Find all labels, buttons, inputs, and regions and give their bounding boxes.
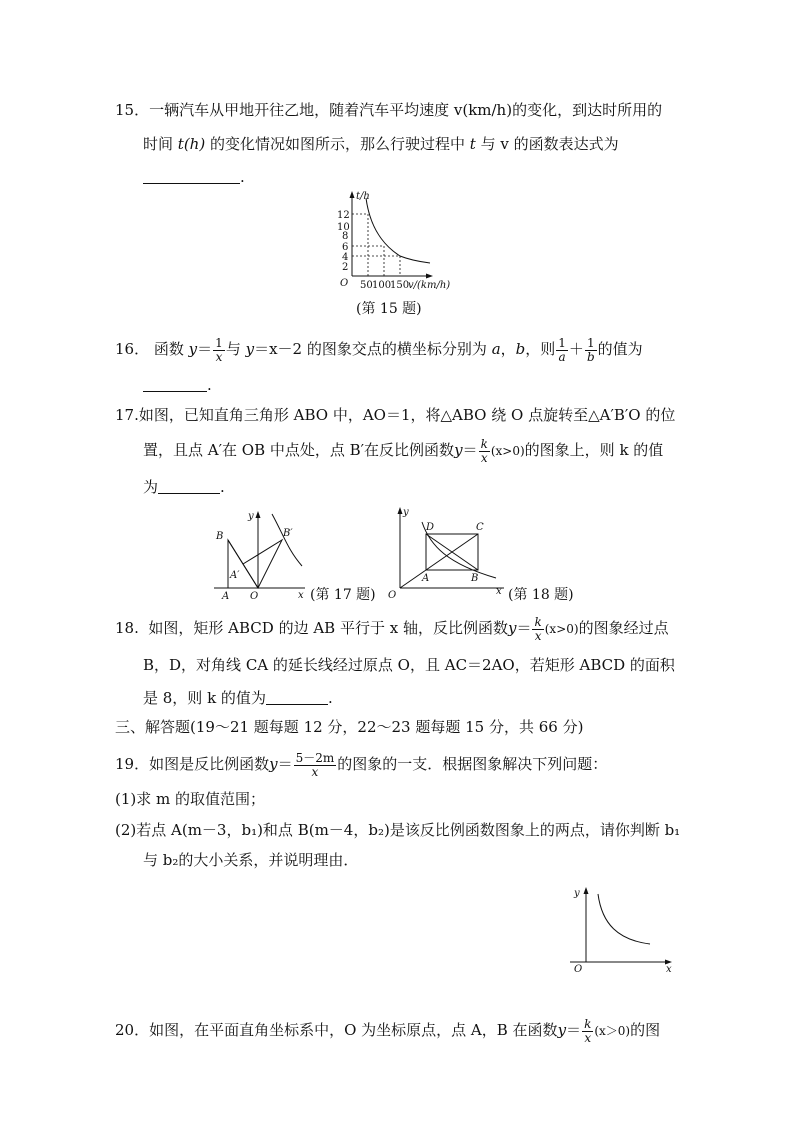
q18-answer-blank[interactable] — [266, 688, 328, 705]
q17-answer-blank[interactable] — [158, 477, 220, 494]
q15-caption: (第 15 题) — [356, 301, 422, 317]
q18-fraction-k-over-x: $\frac{k}{x}$ — [534, 614, 542, 643]
q15-ytick-12: 12 — [337, 210, 350, 221]
q19-graph — [568, 884, 678, 976]
q15-xtick-50: 50 — [360, 280, 373, 291]
q18-line1: 18. 如图，矩形 ABCD 的边 AB 平行于 x 轴，反比例函数y＝ $\frac{k}{x}$ (x>0)的图象经过点 — [115, 614, 669, 643]
svg-text:B: B — [216, 531, 224, 542]
q20-fraction-k-over-x: $\frac{k}{x}$ — [584, 1016, 592, 1045]
q18-figure — [386, 502, 512, 602]
q15-line1 — [115, 99, 662, 121]
svg-text:x: x — [496, 586, 502, 597]
q15-number: 15． — [115, 101, 150, 119]
q15-answer-blank[interactable] — [143, 167, 240, 184]
q15-x-label: v/(km/h) — [408, 280, 451, 291]
svg-text:A: A — [222, 591, 230, 602]
svg-text:C: C — [476, 522, 484, 533]
svg-text:y: y — [248, 511, 254, 522]
svg-text:O: O — [574, 964, 583, 975]
svg-text:O: O — [388, 590, 397, 601]
q15-line2: 时间 t(h) 的变化情况如图所示，那么行驶过程中 t 与 v 的函数表达式为 — [143, 135, 619, 153]
svg-text:D: D — [426, 522, 435, 533]
q18-caption: (第 18 题) — [508, 587, 574, 603]
q15-y-label: t/h — [356, 191, 370, 202]
svg-text:y: y — [403, 507, 409, 518]
q19-part1: (1)求 m 的取值范围； — [115, 790, 266, 808]
q15-ytick-6: 6 — [342, 242, 349, 253]
section3-heading: 三、解答题(19～21 题每题 12 分，22～23 题每题 15 分，共 66 分) — [115, 718, 584, 736]
q19-line1: 19．如图是反比例函数y＝ $\frac{5-2m}{x}$ 的图象的一支．根据图象解决下列问题： — [115, 750, 608, 779]
q15-ytick-10: 10 — [337, 222, 350, 233]
q17-fraction-k-over-x: $\frac{k}{x}$ — [480, 436, 488, 465]
q19-fraction: $\frac{5-2m}{x}$ — [295, 750, 335, 779]
q17-line2: 置，且点 A′在 OB 中点处，点 B′在反比例函数y＝ $\frac{k}{x}$ (x>0)的图象上，则 k 的值 — [143, 436, 664, 465]
q17-answer-line: 为 . — [143, 478, 225, 496]
q15-text-line1: 一辆汽车从甲地开往乙地，随着汽车平均速度 v(km/h)的变化，到达时所用的 — [149, 101, 663, 119]
q15-ytick-8: 8 — [342, 231, 349, 242]
q15-graph — [330, 188, 460, 293]
q17-line1: 17.如图，已知直角三角形 ABO 中，AO＝1，将△ABO 绕 O 点旋转至△A′B′O 的位 — [115, 406, 676, 424]
q20-line1: 20．如图，在平面直角坐标系中，O 为坐标原点，点 A，B 在函数y＝ $\frac{k}{x}$ (x＞0)的图 — [115, 1016, 661, 1045]
q19-part2-line1: (2)若点 A(m－3，b₁)和点 B(m－4，b₂)是该反比例函数图象上的两点，请你判断 b₁ — [115, 821, 681, 839]
q16-answer-blank[interactable] — [143, 375, 207, 392]
q16-answer-line: . — [143, 374, 212, 396]
q15-origin: O — [340, 278, 349, 289]
q18-diagonal-CA-extended — [400, 534, 478, 588]
svg-text:O: O — [250, 591, 259, 602]
q17-triangle-ApBpO — [243, 540, 282, 588]
q15-ytick-2: 2 — [342, 262, 349, 273]
q15-curve — [366, 198, 430, 263]
q17-curve — [272, 514, 302, 566]
q15-xtick-100: 100 — [372, 280, 392, 291]
svg-text:B′: B′ — [283, 528, 293, 539]
q19-part2-line2: 与 b₂的大小关系，并说明理由． — [143, 851, 359, 869]
svg-text:x: x — [298, 590, 304, 601]
q17-caption-text: (第 17 题) — [310, 587, 376, 603]
q15-answer-line: . — [143, 166, 245, 188]
q16-fraction-1-over-a: $\frac{1}{a}$ — [558, 335, 566, 364]
q18-line2: B，D，对角线 CA 的延长线经过原点 O，且 AC＝2AO，若矩形 ABCD 的面积 — [143, 656, 675, 674]
svg-text:y: y — [574, 888, 580, 899]
svg-text:B: B — [471, 573, 479, 584]
q18-answer-line: 是 8，则 k 的值为 . — [143, 689, 333, 707]
q16-line1: 16． 函数 y＝ $\frac{1}{x}$ 与 y＝x－2 的图象交点的横坐标分别为 a，b，则 $\frac{1}{a}$ ＋ $\frac{1}{b}$ 的值为 — [115, 335, 643, 364]
q16-fraction-1-over-b: $\frac{1}{b}$ — [586, 335, 595, 364]
q16-fraction-1-over-x: $\frac{1}{x}$ — [215, 335, 223, 364]
svg-text:A: A — [422, 573, 430, 584]
q15-y-arrow — [350, 191, 355, 198]
q15-dashed-guides — [352, 214, 400, 276]
svg-text:A′: A′ — [230, 570, 240, 581]
q15-ytick-4: 4 — [342, 252, 349, 263]
q15-xtick-150: 150 — [390, 280, 410, 291]
q17-figure — [210, 506, 310, 602]
q19-curve — [598, 894, 650, 944]
q15-x-arrow — [426, 274, 433, 279]
svg-text:x: x — [666, 964, 672, 975]
